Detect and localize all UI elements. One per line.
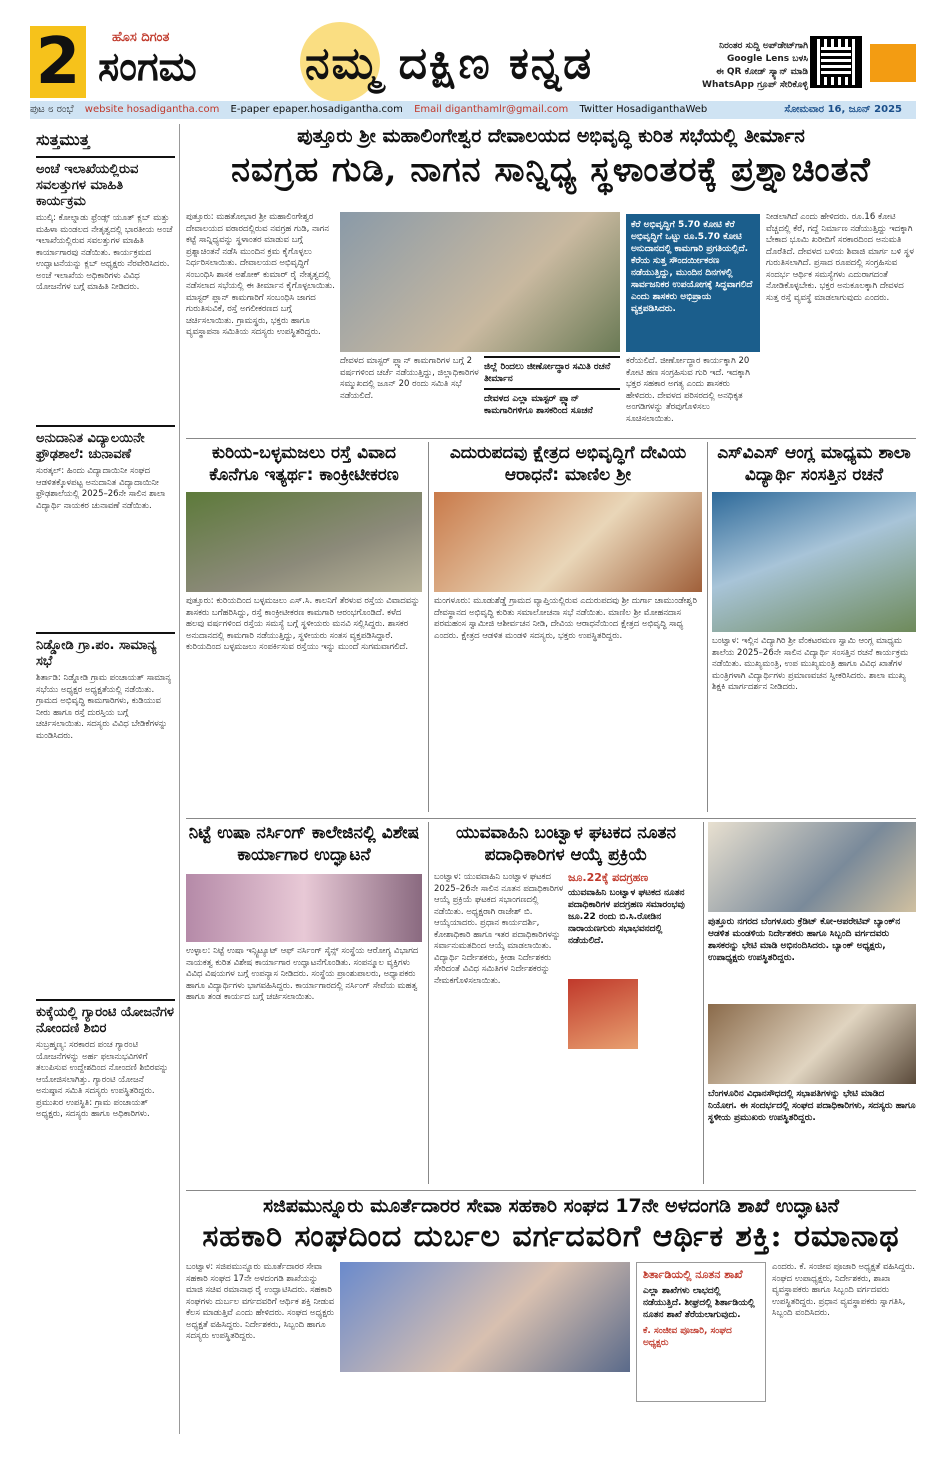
story-nursing bbox=[186, 822, 422, 1184]
story-headline: ಎಸ್‌ವಿಎಸ್ ಆಂಗ್ಲ ಮಾಧ್ಯಮ ಶಾಲಾ ವಿದ್ಯಾರ್ಥಿ ಸಂಸತ್ತಿನ ರಚನೆ bbox=[717, 443, 911, 485]
website-link[interactable]: website hosadigantha.com bbox=[84, 104, 220, 115]
quote-title: ಶಿರ್ತಾಡಿಯಲ್ಲಿ ನೂತನ ಶಾಖೆ bbox=[643, 1268, 743, 1281]
highlight-box: ಕೆರೆ ಅಭಿವೃದ್ಧಿಗೆ 5.70 ಕೋಟಿ ಕೆರೆ ಅಭಿವೃದ್ಧಿಗೆ ಒಟ್ಟು ರೂ.5.70 ಕೋಟಿ ಅನುದಾನದಲ್ಲಿ ಕಾಮಗಾರಿ ಪ್ರಗತಿಯಲ್ಲಿದೆ. ಕೆರೆಯ ಸುತ್ತ ಸೌಂದರ್ಯೀಕರಣ ನಡೆಯುತ್ತಿದ್ದು, ಮುಂದಿನ ದಿನಗಳಲ್ಲಿ ಸಾರ್ವಜನಿಕರ ಉಪಯೋಗಕ್ಕೆ ಸಿದ್ಧವಾಗಲಿದೆ ಎಂದು ಶಾಸಕರು ಅಭಿಪ್ರಾಯ ವ್ಯಕ್ತಪಡಿಸಿದರು. bbox=[626, 214, 760, 352]
story-photo bbox=[708, 822, 916, 912]
lead-photo bbox=[340, 212, 620, 352]
story-road bbox=[186, 442, 422, 812]
qr-code-icon[interactable] bbox=[810, 36, 862, 88]
pages-label: ಪುಟ ೮ ರಂಭೆ bbox=[30, 104, 74, 115]
story-headline: ಯುವವಾಹಿನಿ ಬಂಟ್ವಾಳ ಘಟಕದ ನೂತನ ಪದಾಧಿಕಾರಿಗಳ ಆಯ್ಕೆ ಪ್ರಕ್ರಿಯೆ bbox=[455, 823, 677, 865]
story-text: ಪುತ್ತೂರು: ಕುರಿಯದಿಂದ ಬಳ್ಳಮಜಲು ಎಸ್.ಸಿ. ಕಾಲನಿಗೆ ತೆರಳುವ ರಸ್ತೆಯ ವಿವಾದವನ್ನು ಶಾಸಕರು ಬಗೆಹರಿಸಿದ್ದು, ರಸ್ತೆ ಕಾಂಕ್ರೀಟೀಕರಣ ಕಾಮಗಾರಿ ಆರಂಭಗೊಂಡಿದೆ. ಕಳೆದ ಹಲವು ವರ್ಷಗಳಿಂದ ರಸ್ತೆಯ ಸಮಸ್ಯೆ ಬಗ್ಗೆ ಸ್ಥಳೀಯರು ಮನವಿ ಸಲ್ಲಿಸಿದ್ದರು. ಶಾಸಕರ ಅನುದಾನದಲ್ಲಿ ಕಾಮಗಾರಿ ನಡೆಯುತ್ತಿದ್ದು, ಸ್ಥಳೀಯರು ಸಂತಸ ವ್ಯಕ್ತಪಡಿಸಿದ್ದಾರೆ. ಕುರಿಯದಿಂದ ಬಳ್ಳಮಜಲು ಸಂಪರ್ಕಿಸುವ ರಸ್ತೆಯು ಇನ್ನು ಮುಂದೆ ಸುಗಮವಾಗಲಿದೆ. bbox=[186, 596, 420, 652]
lead-text-under: ದೇವಳದ ಮಾಸ್ಟರ್ ಪ್ಲ್ಯಾನ್ ಕಾಮಗಾರಿಗಳ ಬಗ್ಗೆ 2 ವರ್ಷಗಳಿಂದ ಚರ್ಚೆ ನಡೆಯುತ್ತಿದ್ದು, ಜಿಲ್ಲಾಧಿಕಾರಿಗಳ ಸಮ್ಮುಖದಲ್ಲಿ ಜೂನ್ 20 ರಂದು ಸಮಿತಿ ಸಭೆ ನಡೆಯಲಿದೆ. bbox=[340, 356, 479, 401]
bottom-headline: ಸಹಕಾರಿ ಸಂಘದಿಂದ ದುರ್ಬಲ ವರ್ಗದವರಿಗೆ ಆರ್ಥಿಕ ಶಕ್ತಿ: ರಮಾನಾಥ bbox=[202, 1219, 900, 1254]
sidebar-item-title: ಅನುದಾನಿತ ವಿದ್ಯಾಲಯಿನೇ ಫ್ರೌಢಶಾಲೆ: ಚುನಾವಣೆ bbox=[36, 425, 175, 463]
divider bbox=[428, 822, 429, 1184]
divider bbox=[186, 1190, 916, 1191]
qr-note-line: ನಿರಂತರ ಸುದ್ದಿ ಅಪ್‌ಡೇಟ್‌ಗಾಗಿ bbox=[719, 41, 808, 51]
main-content bbox=[186, 124, 916, 192]
story-photo bbox=[712, 492, 916, 632]
page-number: 2 bbox=[30, 26, 86, 98]
divider bbox=[186, 438, 916, 439]
sidebar bbox=[30, 124, 180, 1434]
sidebar-item bbox=[30, 632, 179, 993]
bullet-item: ಜಿಲ್ಲೆ ರಿಂದಲು ಜೀರ್ಣೋದ್ಧಾರ ಸಮಿತಿ ರಚನೆ ತೀರ್ಮಾನ bbox=[484, 356, 620, 388]
brand-logo bbox=[88, 26, 298, 98]
divider bbox=[428, 442, 429, 812]
sidebar-item-text: ಶಿರ್ತಾಡಿ: ನಿಡ್ಡೋಡಿ ಗ್ರಾಮ ಪಂಚಾಯತ್ ಸಾಮಾನ್ಯ ಸಭೆಯು ಅಧ್ಯಕ್ಷರ ಅಧ್ಯಕ್ಷತೆಯಲ್ಲಿ ನಡೆಯಿತು. ಗ್ರಾಮದ ಅಭಿವೃದ್ಧಿ ಕಾಮಗಾರಿಗಳು, ಕುಡಿಯುವ ನೀರು ಹಾಗೂ ರಸ್ತೆ ದುರಸ್ತಿಯ ಬಗ್ಗೆ ಚರ್ಚಿಸಲಾಯಿತು. ಸದಸ್ಯರು ವಿವಿಧ ಬೇಡಿಕೆಗಳನ್ನು ಮಂಡಿಸಿದರು. bbox=[36, 673, 172, 741]
quote-box bbox=[636, 1262, 766, 1402]
bottom-text-left: ಬಂಟ್ವಾಳ: ಸಜಿಪಮುನ್ನೂರು ಮೂರ್ತೆದಾರರ ಸೇವಾ ಸಹಕಾರಿ ಸಂಘದ 17ನೇ ಅಳದಂಗಡಿ ಶಾಖೆಯನ್ನು ಮಾಜಿ ಸಚಿವ ರಮಾನಾಥ ರೈ ಉದ್ಘಾಟಿಸಿದರು. ಸಹಕಾರಿ ಸಂಘಗಳು ದುರ್ಬಲ ವರ್ಗದವರಿಗೆ ಆರ್ಥಿಕ ಶಕ್ತಿ ನೀಡುವ ಕೆಲಸ ಮಾಡುತ್ತಿವೆ ಎಂದು ಹೇಳಿದರು. ಸಂಘದ ಅಧ್ಯಕ್ಷರು ಅಧ್ಯಕ್ಷತೆ ವಹಿಸಿದ್ದರು. ನಿರ್ದೇಶಕರು, ಸಿಬ್ಬಂದಿ ಹಾಗೂ ಸದಸ್ಯರು ಉಪಸ್ಥಿತರಿದ್ದರು. bbox=[186, 1262, 335, 1341]
story-temple bbox=[434, 442, 702, 812]
qr-note-line: WhatsApp ಗ್ರೂಪ್ ಸೇರಿಕೊಳ್ಳಿ bbox=[702, 80, 808, 90]
story-headline: ಕುರಿಯ-ಬಳ್ಳಮಜಲು ರಸ್ತೆ ವಿವಾದ ಕೊನೆಗೂ ಇತ್ಯರ್ಥ: ಕಾಂಕ್ರೀಟೀಕರಣ bbox=[209, 443, 399, 485]
issue-date: ಸೋಮವಾರ 16, ಜೂನ್ 2025 bbox=[784, 104, 902, 115]
lead-bullets bbox=[484, 356, 620, 432]
story-yuvavahini bbox=[434, 822, 698, 1184]
story-photo bbox=[434, 492, 702, 592]
brand-big: ಸಂಗಮ bbox=[98, 44, 197, 90]
story-photo bbox=[186, 874, 422, 942]
lead-kicker: ಪುತ್ತೂರು ಶ್ರೀ ಮಹಾಲಿಂಗೇಶ್ವರ ದೇವಾಲಯದ ಅಭಿವೃದ್ಧಿ ಕುರಿತ ಸಭೆಯಲ್ಲಿ ತೀರ್ಮಾನ bbox=[297, 125, 805, 147]
story-text: ಬಂಟ್ವಾಳ: ಯುವವಾಹಿನಿ ಬಂಟ್ವಾಳ ಘಟಕದ 2025–26ನೇ ಸಾಲಿನ ನೂತನ ಪದಾಧಿಕಾರಿಗಳ ಆಯ್ಕೆ ಪ್ರಕ್ರಿಯೆ ಘಟಕದ ಸಭಾಂಗಣದಲ್ಲಿ ನಡೆಯಿತು. ಅಧ್ಯಕ್ಷರಾಗಿ ರಾಜೇಶ್ ಬಿ. ಆಯ್ಕೆಯಾದರು. ಪ್ರಧಾನ ಕಾರ್ಯದರ್ಶಿ, ಕೋಶಾಧಿಕಾರಿ ಹಾಗೂ ಇತರ ಪದಾಧಿಕಾರಿಗಳನ್ನು ಸರ್ವಾನುಮತದಿಂದ ಆಯ್ಕೆ ಮಾಡಲಾಯಿತು. ವಿದ್ಯಾರ್ಥಿ ನಿರ್ದೇಶಕರು, ಕ್ರೀಡಾ ನಿರ್ದೇಶಕರು ಸೇರಿದಂತೆ ವಿವಿಧ ಸಮಿತಿಗಳ ನಿರ್ದೇಶಕರನ್ನು ನೇಮಕಗೊಳಿಸಲಾಯಿತು. bbox=[434, 872, 564, 986]
twitter-link[interactable]: Twitter HosadiganthaWeb bbox=[579, 104, 708, 115]
epaper-link[interactable]: E-paper epaper.hosadigantha.com bbox=[230, 104, 403, 115]
bottom-text-right: ಎಂದರು. ಕೆ. ಸಂಜೀವ ಪೂಜಾರಿ ಅಧ್ಯಕ್ಷತೆ ವಹಿಸಿದ್ದರು. ಸಂಘದ ಉಪಾಧ್ಯಕ್ಷರು, ನಿರ್ದೇಶಕರು, ಶಾಖಾ ವ್ಯವಸ್ಥಾಪಕರು ಹಾಗೂ ಸಿಬ್ಬಂದಿ ವರ್ಗದವರು ಉಪಸ್ಥಿತರಿದ್ದರು. ಪ್ರಧಾನ ವ್ಯವಸ್ಥಾಪಕರು ಸ್ವಾಗತಿಸಿ, ಸಿಬ್ಬಂದಿ ವಂದಿಸಿದರು. bbox=[772, 1262, 915, 1318]
qr-note-line: ಈ QR ಕೋಡ್ ಸ್ಕ್ಯಾನ್ ಮಾಡಿ bbox=[715, 67, 808, 77]
quote-byline: ಕೆ. ಸಂಜೀವ ಪೂಜಾರಿ, ಸಂಘದ ಅಧ್ಯಕ್ಷರು bbox=[643, 1326, 732, 1348]
story-photo bbox=[708, 1004, 916, 1084]
callout-title: ಜೂ.22ಕ್ಕೆ ಪದಗ್ರಹಣ bbox=[568, 871, 649, 884]
callout-text: ಯುವವಾಹಿನಿ ಬಂಟ್ವಾಳ ಘಟಕದ ನೂತನ ಪದಾಧಿಕಾರಿಗಳ ಪದಗ್ರಹಣ ಸಮಾರಂಭವು ಜೂ.22 ರಂದು ಬಿ.ಸಿ.ರೋಡಿನ ನಾರಾಯಣಗುರು ಸಭಾಭವನದಲ್ಲಿ ನಡೆಯಲಿದೆ. bbox=[568, 888, 685, 946]
story-bank bbox=[708, 822, 916, 1184]
lead-text-right: ನೀಡಲಾಗಿದೆ ಎಂದು ಹೇಳಿದರು. ರೂ.16 ಕೋಟಿ ವೆಚ್ಚದಲ್ಲಿ ಕೆರೆ, ಗದ್ದೆ ನಿರ್ಮಾಣ ನಡೆಯುತ್ತಿದ್ದು ಇದಕ್ಕಾಗಿ ಬೇಕಾದ ಭೂಮಿ ಖರೀದಿಗೆ ಸರಕಾರದಿಂದ ಅನುಮತಿ ದೊರೆತಿದೆ. ದೇವಳದ ಬಳಿಯ ಶಿವಾಜಿ ಮಾರ್ಗ ಬಳಿ ಸ್ಥಳ ಗುರುತಿಸಲಾಗಿದೆ. ಪ್ರಸಾದ ರೂಪದಲ್ಲಿ ಸಂಗ್ರಹಿಸುವ ಸಂದರ್ಭ ಆರ್ಥಿಕ ಸಮಸ್ಯೆಗಳು ಎದುರಾಗದಂತೆ ನೋಡಿಕೊಳ್ಳಬೇಕು. ಭಕ್ತರ ಅನುಕೂಲಕ್ಕಾಗಿ ದೇವಳದ ಸುತ್ತ ರಸ್ತೆ ವ್ಯವಸ್ಥೆ ಮಾಡಲಾಗುವುದು ಎಂದರು. bbox=[766, 212, 914, 303]
lead-text-left: ಪುತ್ತೂರು: ಮಹತೋಭಾರ ಶ್ರೀ ಮಹಾಲಿಂಗೇಶ್ವರ ದೇವಾಲಯದ ವಠಾರದಲ್ಲಿರುವ ನವಗ್ರಹ ಗುಡಿ, ನಾಗನ ಕಟ್ಟೆ ಸಾನ್ನಿಧ್ಯವನ್ನು ಸ್ಥಳಾಂತರ ಮಾಡುವ ಬಗ್ಗೆ ಪ್ರಶ್ನಾಚಿಂತನೆ ನಡೆಸಿ ಮುಂದಿನ ಕ್ರಮ ಕೈಗೊಳ್ಳಲು ನಿರ್ಧರಿಸಲಾಯಿತು. ದೇವಾಲಯದ ಅಭಿವೃದ್ಧಿಗೆ ಸಂಬಂಧಿಸಿ ಶಾಸಕ ಅಶೋಕ್ ಕುಮಾರ್ ರೈ ನೇತೃತ್ವದಲ್ಲಿ ನಡೆಸಲಾದ ಸಭೆಯಲ್ಲಿ ಈ ತೀರ್ಮಾನ ಕೈಗೊಳ್ಳಲಾಯಿತು. ಮಾಸ್ಟರ್ ಪ್ಲಾನ್ ಕಾಮಗಾರಿಗೆ ಸಂಬಂಧಿಸಿ ಜಾಗದ ಗುರುತಿಸುವಿಕೆ, ರಸ್ತೆ ಅಗಲೀಕರಣದ ಬಗ್ಗೆ ಚರ್ಚಿಸಲಾಯಿತು. ಗ್ರಾಮಸ್ಥರು, ಭಕ್ತರು ಹಾಗೂ ವ್ಯವಸ್ಥಾಪನಾ ಸಮಿತಿಯ ಸದಸ್ಯರು ಉಪಸ್ಥಿತರಿದ್ದರು. bbox=[186, 212, 335, 337]
sidebar-item bbox=[30, 425, 179, 626]
sidebar-item bbox=[30, 156, 179, 419]
info-bar bbox=[30, 101, 916, 119]
lead-text-mid: ಕರೆಯಲಿದೆ. ಜೀರ್ಣೋದ್ಧಾರ ಕಾರ್ಯಕ್ಕಾಗಿ 20 ಕೋಟಿ ಹಣ ಸಂಗ್ರಹಿಸುವ ಗುರಿ ಇದೆ. ಇದಕ್ಕಾಗಿ ಭಕ್ತರ ಸಹಕಾರ ಅಗತ್ಯ ಎಂದು ಶಾಸಕರು ಹೇಳಿದರು. ದೇವಳದ ಪರಿಸರದಲ್ಲಿ ಅನಧಿಕೃತ ಅಂಗಡಿಗಳನ್ನು ತೆರವುಗೊಳಿಸಲು ಸೂಚಿಸಲಾಯಿತು. bbox=[626, 356, 750, 424]
sidebar-item-text: ಸುರತ್ಕಲ್: ಹಿಂದು ವಿದ್ಯಾದಾಯಿನೀ ಸಂಘದ ಆಡಳಿತಕ್ಕೊಳಪಟ್ಟ ಅನುದಾನಿತ ವಿದ್ಯಾದಾಯಿನೀ ಫ್ರೌಢಶಾಲೆಯಲ್ಲಿ 2025–26ನೇ ಸಾಲಿನ ಶಾಲಾ ವಿದ್ಯಾರ್ಥಿ ನಾಯಕರ ಚುನಾವಣೆ ನಡೆಯಿತು. bbox=[36, 466, 166, 511]
bottom-kicker: ಸಜಿಪಮುನ್ನೂರು ಮೂರ್ತೆದಾರರ ಸೇವಾ ಸಹಕಾರಿ ಸಂಘದ 17ನೇ ಅಳದಂಗಡಿ ಶಾಖೆ ಉದ್ಘಾಟನೆ bbox=[262, 1195, 840, 1217]
masthead bbox=[0, 0, 945, 100]
divider bbox=[707, 442, 708, 812]
story-headline: ಎದುರುಪದವು ಕ್ಷೇತ್ರದ ಅಭಿವೃದ್ಧಿಗೆ ದೇವಿಯ ಆರಾಧನೆ: ಮಾಣಿಲ ಶ್ರೀ bbox=[449, 443, 687, 485]
divider bbox=[703, 822, 704, 1184]
bottom-photo bbox=[340, 1262, 630, 1372]
quote-text: ಎಲ್ಲಾ ಶಾಖೆಗಳು ಲಾಭದಲ್ಲಿ ನಡೆಯುತ್ತಿದೆ. ಶೀಘ್ರದಲ್ಲಿ ಶಿರ್ತಾಡಿಯಲ್ಲಿ ನೂತನ ಶಾಖೆ ತೆರೆಯಲಾಗುವುದು. bbox=[643, 1286, 755, 1320]
story-text: ಬಂಟ್ವಾಳ: ಇಲ್ಲಿನ ವಿದ್ಯಾಗಿರಿ ಶ್ರೀ ವೆಂಕಟರಮಣ ಸ್ವಾಮಿ ಆಂಗ್ಲ ಮಾಧ್ಯಮ ಶಾಲೆಯ 2025–26ನೇ ಸಾಲಿನ ವಿದ್ಯಾರ್ಥಿ ಸಂಸತ್ತಿನ ರಚನೆ ಕಾರ್ಯಕ್ರಮ ನಡೆಯಿತು. ಮುಖ್ಯಮಂತ್ರಿ, ಉಪ ಮುಖ್ಯಮಂತ್ರಿ ಹಾಗೂ ವಿವಿಧ ಖಾತೆಗಳ ಮಂತ್ರಿಗಳಾಗಿ ವಿದ್ಯಾರ್ಥಿಗಳು ಪ್ರಮಾಣವಚನ ಸ್ವೀಕರಿಸಿದರು. ಶಾಲಾ ಮುಖ್ಯ ಶಿಕ್ಷಕಿ ಮಾರ್ಗದರ್ಶನ ನೀಡಿದರು. bbox=[712, 636, 909, 692]
portrait-photo bbox=[568, 979, 638, 1049]
brand-small: ಹೊಸ ದಿಗಂತ bbox=[112, 30, 170, 45]
email-link[interactable]: Email diganthamlr@gmail.com bbox=[414, 104, 569, 115]
sidebar-header: ಸುತ್ತಮುತ್ತ bbox=[36, 130, 90, 149]
story-caption: ಬೆಂಗಳೂರಿನ ವಿಧಾನಸೌಧದಲ್ಲಿ ಸಭಾಪತಿಗಳನ್ನು ಭೇಟಿ ಮಾಡಿದ ನಿಯೋಗ. ಈ ಸಂದರ್ಭದಲ್ಲಿ ಸಂಘದ ಪದಾಧಿಕಾರಿಗಳು, ಸದಸ್ಯರು ಹಾಗೂ ಸ್ಥಳೀಯ ಪ್ರಮುಖರು ಉಪಸ್ಥಿತರಿದ್ದರು. bbox=[708, 1089, 916, 1123]
qr-note-line: Google Lens ಬಳಸಿ bbox=[726, 54, 808, 64]
story-caption: ಪುತ್ತೂರು ನಗರದ ಬೆಂಗಳೂರು ಕ್ರೆಡಿಟ್ ಕೋ-ಆಪರೇಟಿವ್ ಬ್ಯಾಂಕ್‌ನ ಆಡಳಿತ ಮಂಡಳಿಯ ನಿರ್ದೇಶಕರು ಹಾಗೂ ಸಿಬ್ಬಂದಿ ವರ್ಗದವರು ಶಾಸಕರನ್ನು ಭೇಟಿ ಮಾಡಿ ಅಭಿನಂದಿಸಿದರು. ಬ್ಯಾಂಕ್ ಅಧ್ಯಕ್ಷರು, ಉಪಾಧ್ಯಕ್ಷರು ಉಪಸ್ಥಿತರಿದ್ದರು. bbox=[708, 917, 901, 963]
lead-headline: ನವಗ್ರಹ ಗುಡಿ, ನಾಗನ ಸಾನ್ನಿಧ್ಯ ಸ್ಥಳಾಂತರಕ್ಕೆ ಪ್ರಶ್ನಾಚಿಂತನೆ bbox=[231, 150, 871, 190]
sidebar-item-text: ಸುಬ್ರಹ್ಮಣ್ಯ: ಸರಕಾರದ ಪಂಚ ಗ್ಯಾರಂಟಿ ಯೋಜನೆಗಳನ್ನು ಅರ್ಹ ಫಲಾನುಭವಿಗಳಿಗೆ ತಲುಪಿಸುವ ಉದ್ದೇಶದಿಂದ ನೋಂದಣಿ ಶಿಬಿರವನ್ನು ಆಯೋಜಿಸಲಾಗಿತ್ತು. ಗ್ಯಾರಂಟಿ ಯೋಜನೆ ಅನುಷ್ಠಾನ ಸಮಿತಿ ಸದಸ್ಯರು ಉಪಸ್ಥಿತರಿದ್ದರು. ಪ್ರಮುಖರ ಉಪಸ್ಥಿತಿ: ಗ್ರಾಮ ಪಂಚಾಯತ್ ಅಧ್ಯಕ್ಷರು, ಸದಸ್ಯರು ಹಾಗೂ ಅಧಿಕಾರಿಗಳು. bbox=[36, 1040, 169, 1119]
sidebar-item-title: ಅಂಚೆ ಇಲಾಖೆಯಲ್ಲಿರುವ ಸವಲತ್ತುಗಳ ಮಾಹಿತಿ ಕಾರ್ಯಕ್ರಮ bbox=[36, 156, 175, 210]
decor-block bbox=[870, 44, 916, 82]
sidebar-item-text: ಮುಲ್ಕಿ: ಕೋಲ್ನಾಡು ಫ್ರೆಂಡ್ಸ್ ಯೂತ್ ಕ್ಲಬ್ ಮತ್ತು ಮಹಿಳಾ ಮಂಡಲದ ನೇತೃತ್ವದಲ್ಲಿ ಭಾರತೀಯ ಅಂಚೆ ಇಲಾಖೆಯಲ್ಲಿರುವ ಸವಲತ್ತುಗಳ ಮಾಹಿತಿ ಕಾರ್ಯಾಗಾರವು ನಡೆಯಿತು. ಕಾರ್ಯಕ್ರಮದ ಉದ್ಘಾಟನೆಯನ್ನು ಕ್ಲಬ್ ಅಧ್ಯಕ್ಷರು ನೆರವೇರಿಸಿದರು. ಅಂಚೆ ಇಲಾಖೆಯ ಅಧಿಕಾರಿಗಳು ವಿವಿಧ ಯೋಜನೆಗಳ ಬಗ್ಗೆ ಮಾಹಿತಿ ನೀಡಿದರು. bbox=[36, 213, 173, 292]
story-text: ಮಂಗಳೂರು: ಮೂಡುಶೆಡ್ಡೆ ಗ್ರಾಮದ ವ್ಯಾಪ್ತಿಯಲ್ಲಿರುವ ಎದುರುಪದವು ಶ್ರೀ ದುರ್ಗಾ ಚಾಮುಂಡೇಶ್ವರಿ ದೇವಸ್ಥಾನದ ಅಭಿವೃದ್ಧಿ ಕುರಿತು ಸಮಾಲೋಚನಾ ಸಭೆ ನಡೆಯಿತು. ಮಾಣಿಲ ಶ್ರೀ ಮೋಹನದಾಸ ಪರಮಹಂಸ ಸ್ವಾಮೀಜಿ ಆಶೀರ್ವಚನ ನೀಡಿ, ದೇವಿಯ ಆರಾಧನೆಯಿಂದ ಕ್ಷೇತ್ರದ ಅಭಿವೃದ್ಧಿ ಸಾಧ್ಯ ಎಂದರು. ಕ್ಷೇತ್ರದ ಆಡಳಿತ ಮಂಡಳಿ ಸದಸ್ಯರು, ಭಕ್ತರು ಉಪಸ್ಥಿತರಿದ್ದರು. bbox=[434, 596, 697, 641]
story-photo bbox=[186, 492, 422, 592]
sidebar-item-title: ನಿಡ್ಡೋಡಿ ಗ್ರಾ.ಪಂ. ಸಾಮಾನ್ಯ ಸಭೆ bbox=[36, 632, 175, 670]
divider bbox=[186, 818, 916, 819]
story-text: ಉಳ್ಳಾಲ: ನಿಟ್ಟೆ ಉಷಾ ಇನ್ಸ್ಟಿಟ್ಯೂಟ್ ಆಫ್ ನರ್ಸಿಂಗ್ ಸೈನ್ಸ್ ಸಂಸ್ಥೆಯ ಆರೋಗ್ಯ ವಿಭಾಗದ ನಾಯಕತ್ವ ಕುರಿತ ವಿಶೇಷ ಕಾರ್ಯಾಗಾರ ಉದ್ಘಾಟನೆಗೊಂಡಿತು. ಸಂಪನ್ಮೂಲ ವ್ಯಕ್ತಿಗಳು ವಿವಿಧ ವಿಷಯಗಳ ಬಗ್ಗೆ ಉಪನ್ಯಾಸ ನೀಡಿದರು. ಸಂಸ್ಥೆಯ ಪ್ರಾಂಶುಪಾಲರು, ಅಧ್ಯಾಪಕರು ಹಾಗೂ ವಿದ್ಯಾರ್ಥಿಗಳು ಭಾಗವಹಿಸಿದ್ದರು. ಕಾರ್ಯಾಗಾರದಲ್ಲಿ ನರ್ಸಿಂಗ್ ಸೇವೆಯ ಮಹತ್ವ ಹಾಗೂ ತಂಡ ಕಾರ್ಯದ ಬಗ್ಗೆ ಚರ್ಚಿಸಲಾಯಿತು. bbox=[186, 946, 419, 1002]
section-title: ನಮ್ಮ ದಕ್ಷಿಣ ಕನ್ನಡ bbox=[305, 38, 594, 89]
story-headline: ನಿಟ್ಟೆ ಉಷಾ ನರ್ಸಿಂಗ್ ಕಾಲೇಜಿನಲ್ಲಿ ವಿಶೇಷ ಕಾರ್ಯಾಗಾರ ಉದ್ಘಾಟನೆ bbox=[188, 823, 420, 865]
bullet-item: ದೇವಳದ ಎಲ್ಲಾ ಮಾಸ್ಟರ್ ಪ್ಲ್ಯಾನ್ ಕಾಮಗಾರಿಗಳಿಗೂ ಶಾಸಕರಿಂದ ಸೂಚನೆ bbox=[484, 388, 620, 420]
sidebar-item-title: ಕುಕ್ಕೆಯಲ್ಲಿ ಗ್ಯಾರಂಟಿ ಯೋಜನೆಗಳ ನೋಂದಣಿ ಶಿಬಿರ bbox=[36, 999, 175, 1037]
qr-note bbox=[668, 40, 808, 92]
sidebar-item bbox=[30, 999, 179, 1340]
story-school bbox=[712, 442, 916, 812]
